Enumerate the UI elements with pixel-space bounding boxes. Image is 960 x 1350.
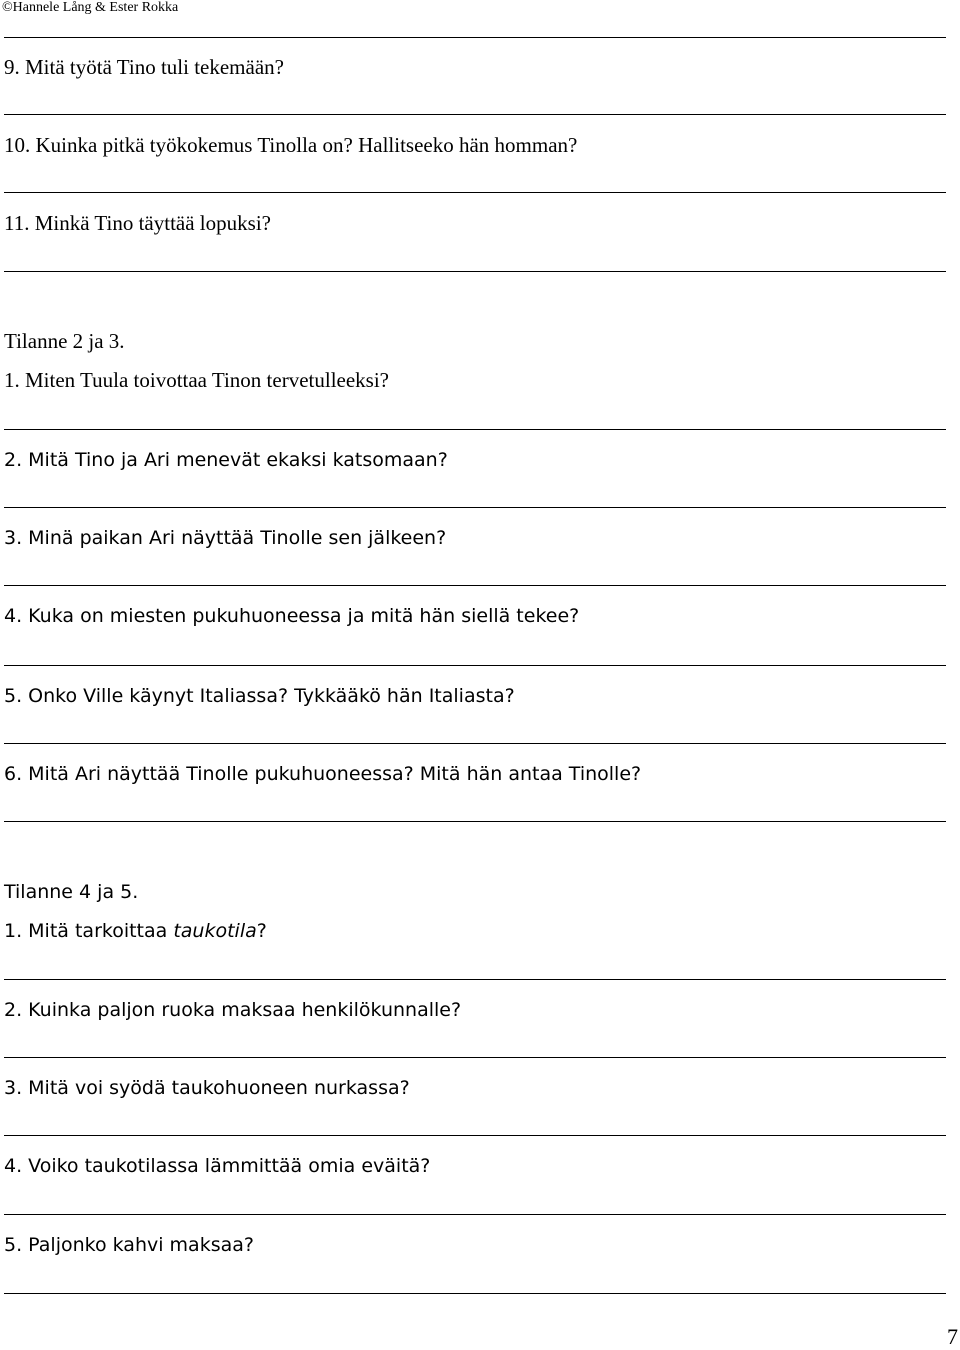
answer-line [4, 665, 946, 666]
question-2: 2. Kuinka paljon ruoka maksaa henkilökunnalle? [4, 999, 462, 1021]
answer-line [4, 979, 946, 980]
question-mark: ? [256, 920, 267, 942]
italic-term: taukotila [173, 920, 257, 942]
question-5: 5. Paljonko kahvi maksaa? [4, 1234, 254, 1256]
question-10: 10. Kuinka pitkä työkokemus Tinolla on? Hallitseeko hän homman? [4, 133, 578, 157]
answer-line [4, 192, 946, 193]
answer-line [4, 1057, 946, 1058]
page-number: 7 [947, 1324, 958, 1349]
copyright-notice: ©Hannele Lång & Ester Rokka [2, 0, 179, 15]
answer-line [4, 37, 946, 38]
question-2: 2. Mitä Tino ja Ari menevät ekaksi katsomaan? [4, 449, 448, 471]
answer-line [4, 114, 946, 115]
question-6: 6. Mitä Ari näyttää Tinolle pukuhuoneessa? Mitä hän antaa Tinolle? [4, 763, 642, 785]
question-5: 5. Onko Ville käynyt Italiassa? Tykkääkö hän Italiasta? [4, 685, 515, 707]
answer-line [4, 743, 946, 744]
section-heading: Tilanne 4 ja 5. [4, 881, 139, 903]
question-1: 1. Miten Tuula toivottaa Tinon tervetulleeksi? [4, 368, 389, 392]
answer-line [4, 271, 946, 272]
answer-line [4, 1135, 946, 1136]
section-heading: Tilanne 2 ja 3. [4, 329, 125, 353]
answer-line [4, 1214, 946, 1215]
question-11: 11. Minkä Tino täyttää lopuksi? [4, 211, 271, 235]
question-3: 3. Minä paikan Ari näyttää Tinolle sen jälkeen? [4, 527, 447, 549]
answer-line [4, 1293, 946, 1294]
question-3: 3. Mitä voi syödä taukohuoneen nurkassa? [4, 1077, 410, 1099]
question-4: 4. Kuka on miesten pukuhuoneessa ja mitä hän siellä tekee? [4, 605, 580, 627]
question-1 [4, 919, 267, 943]
question-text: 1. Mitä tarkoittaa [4, 920, 174, 942]
answer-line [4, 507, 946, 508]
answer-line [4, 821, 946, 822]
answer-line [4, 585, 946, 586]
question-4: 4. Voiko taukotilassa lämmittää omia eväitä? [4, 1155, 431, 1177]
answer-line [4, 429, 946, 430]
question-9: 9. Mitä työtä Tino tuli tekemään? [4, 55, 284, 79]
